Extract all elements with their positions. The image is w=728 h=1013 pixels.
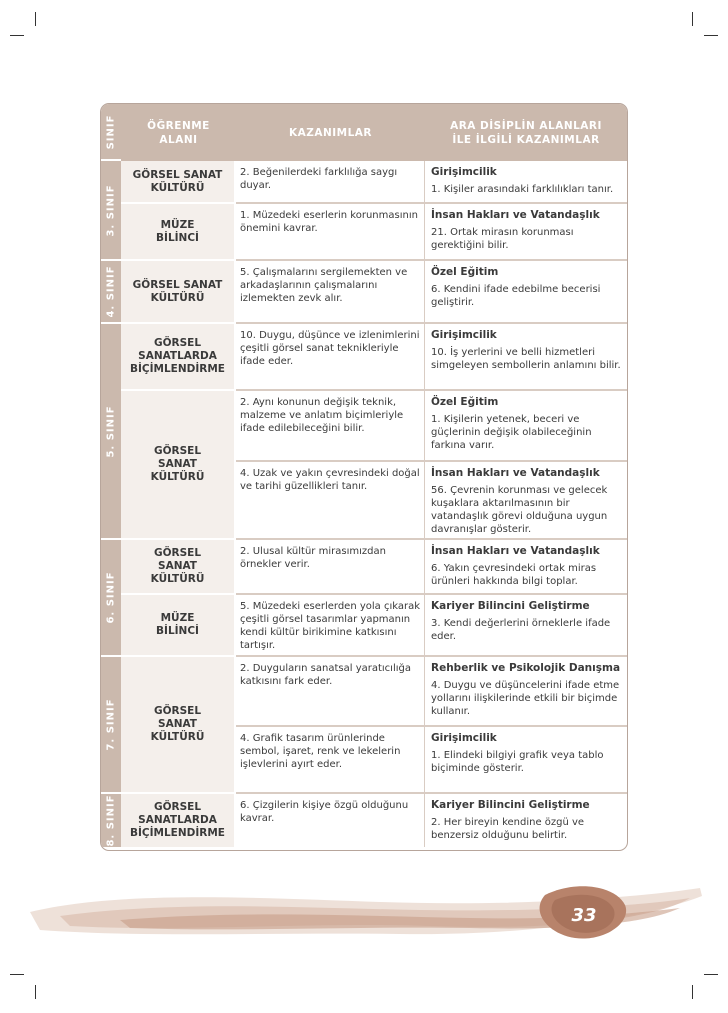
ara-disiplin-text: 3. Kendi değerlerini örneklerle ifade eder. — [431, 618, 611, 642]
header-ara-disiplin: ARA DİSİPLİN ALANLARI İLE İLGİLİ KAZANIMLAR — [425, 104, 627, 161]
ara-disiplin-text: 4. Duygu ve düşüncelerini ifade etme yollarını ilişkilerinde etkili bir biçimde kullanır. — [431, 680, 620, 717]
crop-mark — [35, 12, 36, 26]
kazanim-cell: 6. Çizgilerin kişiye özgü olduğunu kavrar. — [236, 794, 425, 847]
ara-disiplin-cell — [425, 462, 627, 540]
learning-area: GÖRSEL SANATLARDA BİÇİMLENDİRME — [121, 794, 236, 847]
header-sinif: SINIF — [101, 104, 121, 161]
kazanim-cell: 1. Müzedeki eserlerin korunmasının önemini kavrar. — [236, 204, 425, 261]
crop-mark — [692, 985, 693, 999]
kazanim-cell: 5. Müzedeki eserlerden yola çıkarak çeşitli görsel tasarımlar yapmanın kendi kültür birikimine katkısını tartışır. — [236, 595, 425, 657]
grade-8-label: 8. SINIF — [101, 794, 121, 847]
ara-disiplin-title: Girişimcilik — [431, 166, 497, 178]
grade-3-label: 3. SINIF — [101, 161, 121, 261]
kazanim-cell: 2. Aynı konunun değişik teknik, malzeme ve anlatım biçimleriyle ifade edilebileceğini bilir. — [236, 391, 425, 462]
ara-disiplin-title: Özel Eğitim — [431, 266, 499, 278]
ara-disiplin-cell — [425, 391, 627, 462]
kazanim-cell: 5. Çalışmalarını sergilemekten ve arkadaşlarının çalışmalarını izlemekten zevk alır. — [236, 261, 425, 324]
learning-area: MÜZE BİLİNCİ — [121, 595, 236, 657]
learning-area: MÜZE BİLİNCİ — [121, 204, 236, 261]
ara-disiplin-cell — [425, 657, 627, 727]
ara-disiplin-cell — [425, 324, 627, 391]
grade-5-label: 5. SINIF — [101, 324, 121, 540]
learning-area: GÖRSEL SANAT KÜLTÜRÜ — [121, 391, 236, 540]
learning-area: GÖRSEL SANATLARDA BİÇİMLENDİRME — [121, 324, 236, 391]
ara-disiplin-title: Özel Eğitim — [431, 396, 499, 408]
page-number: 33 — [571, 905, 597, 926]
kazanim-cell: 10. Duygu, düşünce ve izlenimlerini çeşitli görsel sanat teknikleriyle ifade eder. — [236, 324, 425, 391]
crop-mark — [10, 974, 24, 975]
kazanim-cell: 2. Duyguların sanatsal yaratıcılığa katkısını fark eder. — [236, 657, 425, 727]
crop-mark — [35, 985, 36, 999]
learning-area: GÖRSEL SANAT KÜLTÜRÜ — [121, 161, 236, 204]
grade-7-label: 7. SINIF — [101, 657, 121, 794]
grade-4-label: 4. SINIF — [101, 261, 121, 324]
ara-disiplin-text: 1. Kişilerin yetenek, beceri ve güçlerinin değişik olabileceğinin farkına varır. — [431, 414, 592, 451]
curriculum-table — [100, 103, 628, 851]
ara-disiplin-title: İnsan Hakları ve Vatandaşlık — [431, 467, 600, 479]
ara-disiplin-title: Girişimcilik — [431, 732, 497, 744]
ara-disiplin-text: 2. Her bireyin kendine özgü ve benzersiz olduğunu belirtir. — [431, 817, 585, 841]
ara-disiplin-text: 56. Çevrenin korunması ve gelecek kuşaklara aktarılmasının bir vatandaşlık görevi olduğuna uygun davranışlar gösterir. — [431, 485, 608, 535]
ara-disiplin-cell — [425, 540, 627, 595]
ara-disiplin-title: Kariyer Bilincini Geliştirme — [431, 799, 590, 811]
decorative-brush-stroke — [0, 850, 728, 960]
ara-disiplin-text: 1. Elindeki bilgiyi grafik veya tablo biçiminde gösterir. — [431, 750, 604, 774]
ara-disiplin-title: Kariyer Bilincini Geliştirme — [431, 600, 590, 612]
header-kazanimlar: KAZANIMLAR — [236, 104, 425, 161]
ara-disiplin-text: 6. Kendini ifade edebilme becerisi geliştirir. — [431, 284, 601, 308]
kazanim-cell: 4. Grafik tasarım ürünlerinde sembol, işaret, renk ve lekelerin işlevlerini ayırt eder. — [236, 727, 425, 794]
kazanim-cell: 2. Beğenilerdeki farklılığa saygı duyar. — [236, 161, 425, 204]
ara-disiplin-title: Rehberlik ve Psikolojik Danışma — [431, 662, 621, 674]
ara-disiplin-cell — [425, 261, 627, 324]
ara-disiplin-text: 1. Kişiler arasındaki farklılıkları tanır. — [431, 184, 614, 195]
ara-disiplin-cell — [425, 204, 627, 261]
learning-area: GÖRSEL SANAT KÜLTÜRÜ — [121, 657, 236, 794]
header-ogrenme-alani: ÖĞRENME ALANI — [121, 104, 236, 161]
ara-disiplin-text: 10. İş yerlerini ve belli hizmetleri simgeleyen sembollerin anlamını bilir. — [431, 347, 621, 371]
ara-disiplin-title: İnsan Hakları ve Vatandaşlık — [431, 209, 600, 221]
crop-mark — [704, 974, 718, 975]
ara-disiplin-text: 21. Ortak mirasın korunması gerektiğini bilir. — [431, 227, 574, 251]
ara-disiplin-cell — [425, 794, 627, 847]
ara-disiplin-title: Girişimcilik — [431, 329, 497, 341]
learning-area: GÖRSEL SANAT KÜLTÜRÜ — [121, 261, 236, 324]
ara-disiplin-title: İnsan Hakları ve Vatandaşlık — [431, 545, 600, 557]
crop-mark — [10, 35, 24, 36]
ara-disiplin-cell — [425, 161, 627, 204]
grade-6-label: 6. SINIF — [101, 540, 121, 657]
kazanim-cell: 4. Uzak ve yakın çevresindeki doğal ve tarihi güzellikleri tanır. — [236, 462, 425, 540]
crop-mark — [692, 12, 693, 26]
crop-mark — [704, 35, 718, 36]
learning-area: GÖRSEL SANAT KÜLTÜRÜ — [121, 540, 236, 595]
ara-disiplin-cell — [425, 595, 627, 657]
ara-disiplin-text: 6. Yakın çevresindeki ortak miras ürünleri hakkında bilgi toplar. — [431, 563, 597, 587]
kazanim-cell: 2. Ulusal kültür mirasımızdan örnekler verir. — [236, 540, 425, 595]
ara-disiplin-cell — [425, 727, 627, 794]
